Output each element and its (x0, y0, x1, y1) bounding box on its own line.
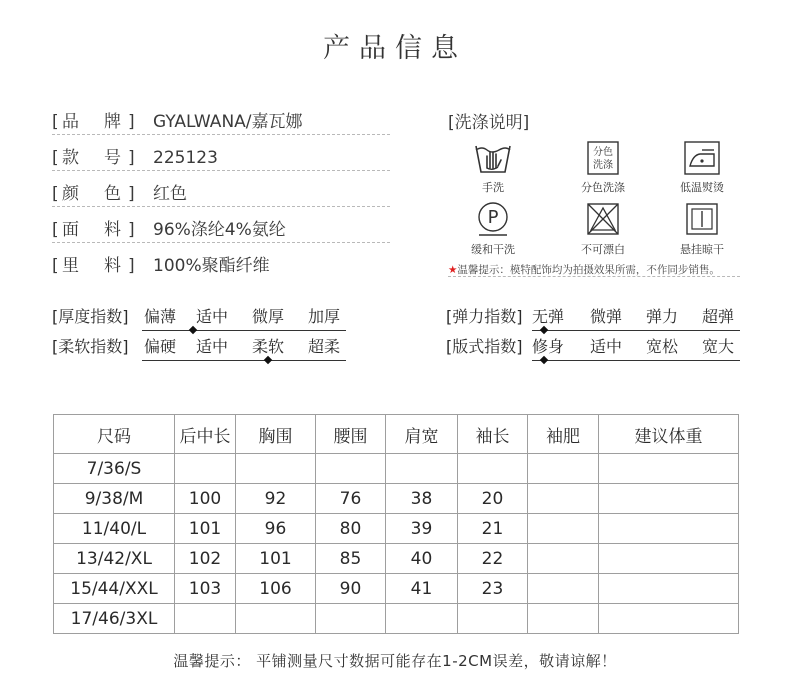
table-cell (599, 484, 739, 514)
table-cell: 22 (458, 544, 528, 574)
table-cell: 101 (236, 544, 316, 574)
info-row-fabric: [ 面 料 ] 96%涤纶4%氨纶 (52, 218, 390, 243)
table-cell (175, 604, 236, 634)
table-row (54, 574, 739, 604)
table-header-row (54, 415, 739, 454)
index-option: 微弹 (590, 307, 623, 326)
table-cell: 9/38/M (54, 484, 175, 514)
separate-wash-icon (583, 140, 623, 176)
no-bleach-icon (583, 200, 623, 238)
table-cell: 101 (175, 514, 236, 544)
info-row-brand: [ 品 牌 ] GYALWANA/嘉瓦娜 (52, 110, 390, 135)
index-label: [厚度指数] (52, 307, 129, 326)
index-option: 弹力 (646, 307, 679, 326)
table-cell (528, 454, 599, 484)
table-cell (175, 454, 236, 484)
column-header: 胸围 (236, 415, 316, 454)
table-cell: 11/40/L (54, 514, 175, 544)
care-item-hang-dry (662, 200, 742, 257)
table-cell (316, 604, 386, 634)
table-cell (528, 604, 599, 634)
index-softness (52, 336, 352, 358)
care-caption: 不可漂白 (581, 243, 625, 256)
care-divider (448, 276, 740, 277)
index-option: 无弹 (532, 307, 565, 326)
star-icon: ★ (448, 264, 458, 276)
index-option: 适中 (196, 337, 229, 356)
size-table-body (54, 454, 739, 634)
table-cell (599, 544, 739, 574)
info-row-style-number: [ 款 号 ] 225123 (52, 146, 390, 171)
table-cell (236, 454, 316, 484)
table-row (54, 544, 739, 574)
table-cell (599, 514, 739, 544)
table-cell: 100 (175, 484, 236, 514)
table-cell (599, 454, 739, 484)
index-fit (446, 336, 746, 358)
table-cell: 39 (386, 514, 458, 544)
gentle-dry-clean-icon (473, 200, 513, 238)
care-item-separate-wash (563, 140, 643, 195)
column-header: 后中长 (175, 415, 236, 454)
page-title: 产品信息 (323, 33, 467, 64)
index-option: 宽大 (702, 337, 735, 356)
care-item-hand-wash (453, 140, 533, 195)
index-scale-line (142, 330, 346, 331)
table-row (54, 454, 739, 484)
table-cell (458, 454, 528, 484)
index-option: 修身 (532, 337, 565, 356)
index-label: [版式指数] (446, 337, 523, 356)
low-temp-iron-icon (682, 140, 722, 176)
care-caption: 悬挂晾干 (680, 243, 724, 256)
index-option: 宽松 (646, 337, 679, 356)
table-cell: 102 (175, 544, 236, 574)
table-cell (528, 544, 599, 574)
column-header: 肩宽 (386, 415, 458, 454)
table-cell (316, 454, 386, 484)
care-caption: 低温熨烫 (680, 181, 724, 194)
care-note-text: 温馨提示：模特配饰均为拍摄效果所需，不作同步销售。 (457, 264, 720, 276)
care-caption: 分色洗涤 (581, 181, 625, 194)
icon-text-top: 分色 (593, 147, 613, 158)
table-cell (236, 604, 316, 634)
index-option: 偏薄 (144, 307, 177, 326)
column-header: 尺码 (54, 415, 175, 454)
info-row-lining: [ 里 料 ] 100%聚酯纤维 (52, 256, 270, 276)
table-cell: 21 (458, 514, 528, 544)
table-cell: 85 (316, 544, 386, 574)
care-caption: 手洗 (482, 181, 504, 194)
table-cell: 92 (236, 484, 316, 514)
table-cell: 23 (458, 574, 528, 604)
index-option: 偏硬 (144, 337, 177, 356)
table-cell (458, 604, 528, 634)
hand-wash-icon (473, 140, 513, 176)
table-cell: 7/36/S (54, 454, 175, 484)
care-item-no-bleach (563, 200, 643, 257)
table-cell: 103 (175, 574, 236, 604)
index-label: [弹力指数] (446, 307, 523, 326)
index-thickness (52, 306, 352, 328)
column-header: 袖长 (458, 415, 528, 454)
table-cell: 17/46/3XL (54, 604, 175, 634)
table-row (54, 604, 739, 634)
table-cell: 13/42/XL (54, 544, 175, 574)
index-elasticity (446, 306, 746, 328)
icon-text-bottom: 洗涤 (593, 160, 613, 171)
table-cell (386, 454, 458, 484)
info-value: 96%涤纶4%氨纶 (153, 220, 286, 240)
column-header: 腰围 (316, 415, 386, 454)
table-cell (599, 574, 739, 604)
index-label: [柔软指数] (52, 337, 129, 356)
info-value: 100%聚酯纤维 (153, 256, 270, 276)
index-option: 加厚 (308, 307, 341, 326)
table-cell (599, 604, 739, 634)
info-value: 红色 (153, 184, 187, 204)
index-option: 微厚 (252, 307, 285, 326)
care-item-low-temp-iron (662, 140, 742, 195)
table-cell: 41 (386, 574, 458, 604)
index-option: 柔软 (252, 337, 285, 356)
table-cell: 20 (458, 484, 528, 514)
info-value: 225123 (153, 148, 218, 168)
index-scale-line (532, 360, 740, 361)
table-cell: 76 (316, 484, 386, 514)
index-option: 适中 (196, 307, 229, 326)
table-cell (528, 484, 599, 514)
table-row (54, 514, 739, 544)
info-row-color: [ 颜 色 ] 红色 (52, 182, 390, 207)
table-cell: 40 (386, 544, 458, 574)
table-cell: 90 (316, 574, 386, 604)
table-cell (528, 514, 599, 544)
table-cell (528, 574, 599, 604)
info-value: GYALWANA/嘉瓦娜 (153, 112, 303, 132)
care-caption: 缓和干洗 (471, 243, 515, 256)
footnote: 温馨提示： 平铺测量尺寸数据可能存在1-2CM误差，敬请谅解！ (173, 652, 617, 670)
index-option: 适中 (590, 337, 623, 356)
column-header: 袖肥 (528, 415, 599, 454)
table-row (54, 484, 739, 514)
index-option: 超柔 (308, 337, 341, 356)
hang-dry-icon (682, 200, 722, 238)
index-option: 超弹 (702, 307, 735, 326)
column-header: 建议体重 (599, 415, 739, 454)
table-cell: 96 (236, 514, 316, 544)
index-scale-line (532, 330, 740, 331)
index-scale-line (142, 360, 346, 361)
table-cell: 106 (236, 574, 316, 604)
table-cell: 15/44/XXL (54, 574, 175, 604)
table-cell (386, 604, 458, 634)
size-table (53, 414, 739, 634)
icon-letter: P (487, 207, 499, 228)
table-cell: 80 (316, 514, 386, 544)
care-item-gentle-dry-clean (453, 200, 533, 257)
care-title: [洗涤说明] (448, 113, 530, 133)
care-note (448, 262, 720, 277)
table-cell: 38 (386, 484, 458, 514)
